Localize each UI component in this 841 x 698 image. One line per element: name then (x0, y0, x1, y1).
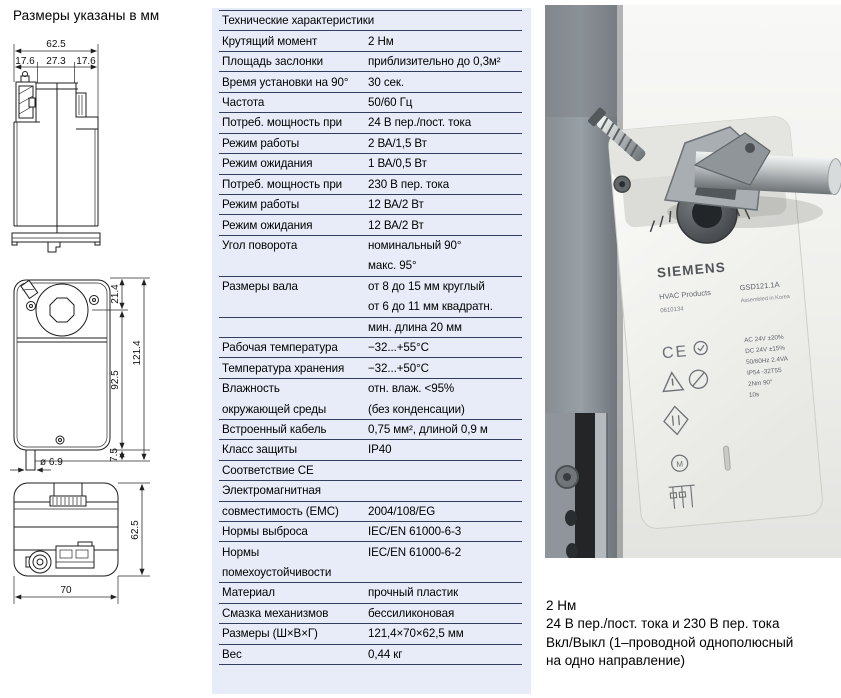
spec-value: номинальный 90° (368, 239, 462, 253)
table-row (219, 420, 522, 440)
spec-value: −32...+55°C (368, 341, 429, 355)
label-origin: Assembled in Korea (740, 294, 791, 305)
front-body (14, 280, 110, 470)
spec-value: бессиликоновая (368, 606, 455, 620)
table-row (219, 379, 522, 399)
table-row (219, 297, 522, 317)
table-row (219, 256, 522, 276)
spec-label: Нормы (222, 545, 260, 559)
spec-value: 121,4×70×62,5 мм (368, 627, 464, 641)
front-view-drawing (4, 268, 214, 513)
table-row (219, 195, 522, 215)
table-row (219, 277, 522, 297)
spec-value: 0,75 мм², длиной 0,9 м (368, 422, 488, 436)
table-row (219, 461, 522, 481)
table-row (219, 318, 522, 338)
label-division: HVAC Products (658, 287, 712, 302)
caption-line: 24 В пер./пост. тока и 230 В пер. тока (546, 616, 780, 632)
spec-value: IP40 (368, 443, 392, 457)
svg-text:IP54 -32T55: IP54 -32T55 (746, 367, 782, 378)
spec-value: отн. влаж. <95% (368, 382, 455, 396)
spec-value: 12 ВА/2 Вт (368, 198, 424, 212)
svg-text:DC 24V ±15%: DC 24V ±15% (744, 344, 786, 356)
caption-line: 2 Нм (546, 598, 577, 613)
spec-value: от 6 до 11 мм квадратн. (368, 300, 493, 314)
dim-21-4: 21.4 (110, 284, 121, 304)
spec-value: 12 ВА/2 Вт (368, 218, 424, 232)
table-row (219, 563, 522, 583)
dim-7-5: 7.5 (109, 448, 120, 462)
dimensions-note: Размеры указаны в мм (13, 8, 160, 23)
table-row (219, 542, 522, 562)
side-view-drawing (4, 36, 214, 271)
spec-label: Режим ожидания (222, 218, 313, 232)
spec-table-title: Технические характеристики (219, 11, 522, 31)
table-row (219, 399, 522, 419)
ce-mark-icon: CE (661, 343, 689, 363)
spec-label: Влажность (222, 382, 280, 396)
spec-value: мин. длина 20 мм (368, 320, 462, 334)
spec-label: Режим ожидания (222, 157, 313, 171)
product-photo-illustration (545, 5, 841, 558)
spec-value: IEC/EN 61000-6-3 (368, 525, 462, 539)
spec-value: 2004/108/EG (368, 504, 436, 518)
spec-label: Частота (222, 95, 265, 109)
table-row (219, 31, 522, 51)
svg-text:AC 24V ±20%: AC 24V ±20% (743, 333, 784, 345)
table-row (219, 502, 522, 522)
mounting-bracket (545, 413, 607, 558)
table-row (219, 236, 522, 256)
dim-62-5-depth: 62.5 (130, 520, 141, 540)
spec-label: Класс защиты (222, 443, 298, 457)
svg-text:50/60Hz 2.4VA: 50/60Hz 2.4VA (745, 355, 789, 367)
table-row (219, 52, 522, 72)
spec-value: приблизительно до 0,3м² (368, 55, 501, 69)
spec-label: Встроенный кабель (222, 422, 327, 436)
spec-table (219, 10, 522, 665)
dim-62-5: 62.5 (46, 39, 66, 50)
spec-label: Площадь заслонки (222, 55, 323, 69)
spec-value: IEC/EN 61000-6-2 (368, 545, 462, 559)
spec-value: прочный пластик (368, 586, 459, 600)
spec-value: (без конденсации) (368, 402, 465, 416)
spec-label: Режим работы (222, 136, 300, 150)
dim-17-6-right: 17.6 (76, 56, 96, 67)
dim-27-3: 27.3 (46, 56, 66, 67)
spec-label: Крутящий момент (222, 34, 318, 48)
top-body (14, 483, 118, 576)
spec-value: 30 сек. (368, 75, 404, 89)
spec-value: 2 Нм (368, 34, 394, 48)
spec-label: Время установки на 90° (222, 75, 349, 89)
table-row (219, 440, 522, 460)
spec-label: помехоустойчивости (222, 566, 332, 580)
spec-label: Вес (222, 647, 242, 661)
svg-text:M: M (676, 459, 684, 470)
spec-label: Режим работы (222, 198, 300, 212)
spec-label: Смазка механизмов (222, 606, 329, 620)
caption-line: Вкл/Выкл (1–проводной однополюсный (546, 634, 794, 650)
dim-70: 70 (60, 585, 72, 596)
caption-line: на одно направление) (546, 653, 686, 669)
spec-table-rows (219, 31, 522, 665)
dim-cable: ø 6.9 (40, 457, 63, 468)
spec-value: −32...+50°C (368, 361, 429, 375)
table-row (219, 358, 522, 378)
table-row (219, 93, 522, 113)
table-row (219, 215, 522, 235)
spec-value: 2 ВА/1,5 Вт (368, 136, 427, 150)
dim-121-4: 121.4 (132, 340, 143, 366)
svg-text:2Nm 90°: 2Nm 90° (747, 378, 773, 388)
spec-label: Соответствие CE (222, 463, 314, 477)
spec-panel (212, 8, 531, 694)
spec-value: 230 В пер. тока (368, 177, 450, 191)
table-row (219, 72, 522, 92)
spec-label: Нормы выброса (222, 525, 308, 539)
spec-label: окружающей среды (222, 402, 327, 416)
spec-label: Рабочая температура (222, 341, 338, 355)
table-row (219, 113, 522, 133)
table-row (219, 645, 522, 665)
spec-label: Размеры вала (222, 279, 298, 293)
spec-label: совместимость (EMC) (222, 504, 339, 518)
dim-17-6-left: 17.6 (15, 56, 35, 67)
spec-label: Угол поворота (222, 239, 298, 253)
svg-text:10s: 10s (748, 391, 760, 399)
table-row (219, 338, 522, 358)
spec-value: 24 В пер./пост. тока (368, 116, 472, 130)
label-code: 0610134 (660, 306, 684, 315)
table-row (219, 624, 522, 644)
table-row (219, 154, 522, 174)
spec-label: Температура хранения (222, 361, 345, 375)
spec-label: Размеры (Ш×В×Г) (222, 627, 318, 641)
top-view-drawing (4, 478, 214, 623)
table-row (219, 583, 522, 603)
spec-value: 50/60 Гц (368, 95, 413, 109)
spec-label: Потреб. мощность при (222, 116, 343, 130)
table-row (219, 522, 522, 542)
torx-screw (613, 176, 630, 193)
product-photo (545, 5, 841, 558)
spec-value: 1 ВА/0,5 Вт (368, 157, 427, 171)
product-caption (546, 597, 793, 671)
siemens-logo: SIEMENS (656, 259, 727, 281)
spec-label: Материал (222, 586, 275, 600)
table-row (219, 481, 522, 501)
dim-92-5: 92.5 (110, 370, 121, 390)
table-row (219, 134, 522, 154)
spec-label: Потреб. мощность при (222, 177, 343, 191)
spec-value: 0,44 кг (368, 647, 403, 661)
label-model: GSD121.1A (739, 279, 780, 293)
table-row (219, 604, 522, 624)
table-row (219, 175, 522, 195)
spec-label: Электромагнитная (222, 484, 321, 498)
side-clamp (16, 72, 36, 123)
bracket-hole (565, 510, 577, 526)
spec-value: макс. 95° (368, 259, 417, 273)
spec-value: от 8 до 15 мм круглый (368, 279, 485, 293)
